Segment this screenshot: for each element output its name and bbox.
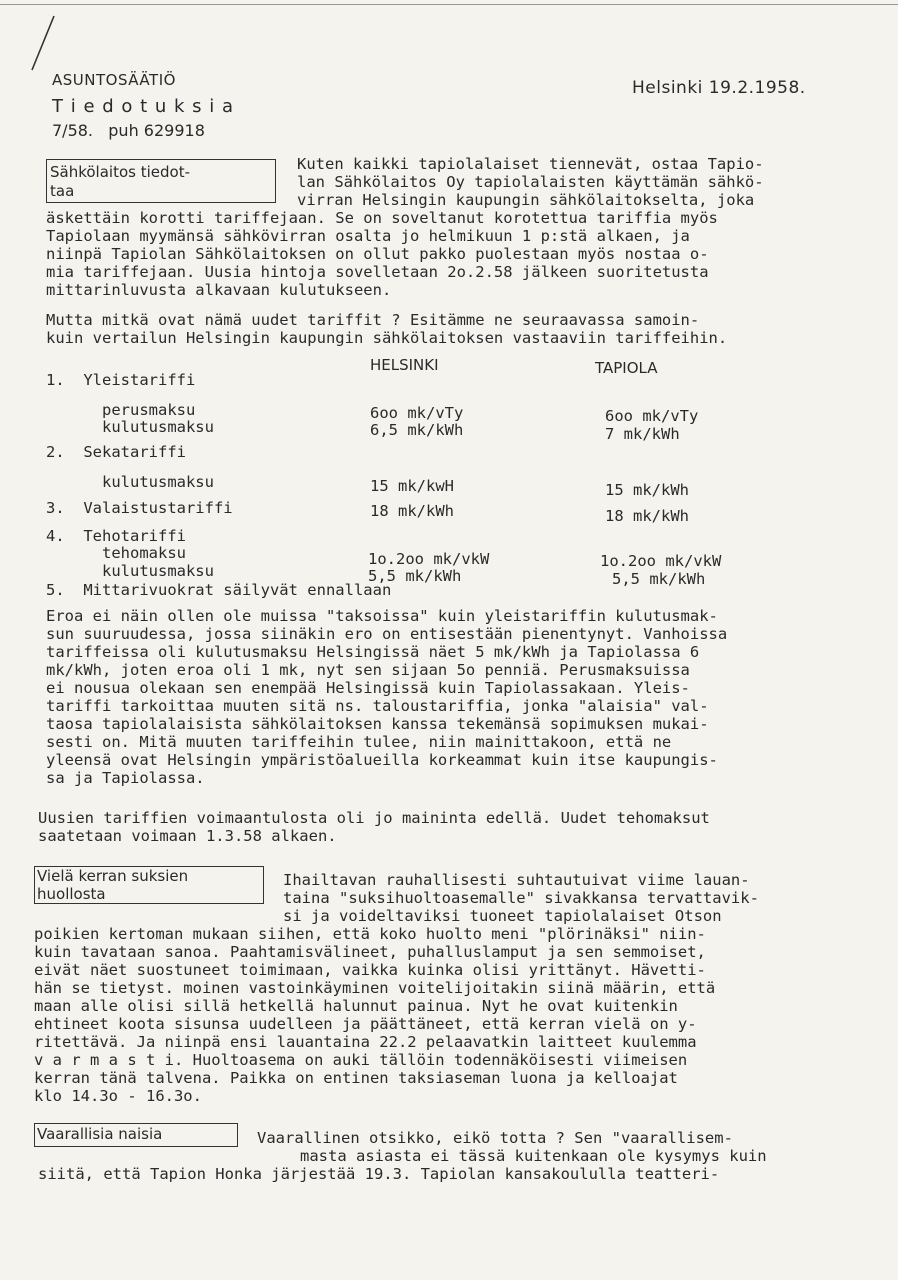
paragraph-line: Mutta mitkä ovat nämä uudet tariffit ? Esitämme ne seuraavassa samoin- xyxy=(46,311,700,329)
section-heading-dangerous: Vaarallisia naisia xyxy=(37,1125,163,1143)
issue-and-phone: 7/58. puh 629918 xyxy=(52,121,205,140)
paragraph-line: Kuten kaikki tapiolalaiset tiennevät, ostaa Tapio- xyxy=(297,155,764,173)
paragraph-line: virran Helsingin kaupungin sähkölaitokselta, joka xyxy=(297,191,755,209)
paragraph-line: taina "suksihuoltoasemalle" sivakkansa tervattavik- xyxy=(283,889,759,907)
tariff-value-helsinki: 18 mk/kWh xyxy=(370,502,454,520)
paragraph-line: mia tariffejaan. Uusia hintoja sovelletaan 2o.2.58 jälkeen suoritetusta xyxy=(46,263,709,281)
paragraph-line: sa ja Tapiolassa. xyxy=(46,769,205,787)
paragraph-line: eivät näet suostuneet toimimaan, vaikka kuinka olisi yrittänyt. Hävetti- xyxy=(34,961,706,979)
paragraph-line: poikien kertoman mukaan siihen, että koko huolto meni "plörinäksi" niin- xyxy=(34,925,706,943)
page-edge-line xyxy=(0,4,898,5)
paragraph-line: mittarinluvusta alkavaan kulutukseen. xyxy=(46,281,392,299)
tariff-value-tapiola: 18 mk/kWh xyxy=(605,507,689,525)
paragraph-line: kuin vertailun Helsingin kaupungin sähkölaitoksen vastaaviin tariffeihin. xyxy=(46,329,728,347)
tariff-value-tapiola: 15 mk/kWh xyxy=(605,481,689,499)
paragraph-line: maan alle olisi sillä hetkellä halunnut painua. Nyt he ovat kuitenkin xyxy=(34,997,678,1015)
tariff-value-helsinki: 15 mk/kwH xyxy=(370,477,454,495)
column-header-tapiola: TAPIOLA xyxy=(595,359,658,377)
paragraph-line: niinpä Tapiolan Sähkölaitoksen on ollut pakko puolestaan myös nostaa o- xyxy=(46,245,709,263)
section-heading-ski: Vielä kerran suksien xyxy=(37,867,189,885)
paragraph-line: si ja voideltaviksi tuoneet tapiolalaiset Otson xyxy=(283,907,722,925)
paragraph-line: sun suuruudessa, jossa siinäkin ero on entisestään pienentynyt. Vanhoissa xyxy=(46,625,728,643)
org-name: ASUNTOSÄÄTIÖ xyxy=(52,71,176,89)
tariff-value-tapiola: 7 mk/kWh xyxy=(605,425,680,443)
paragraph-line: klo 14.3o - 16.3o. xyxy=(34,1087,202,1105)
paragraph-line: lan Sähkölaitos Oy tapiolalaisten käyttämän sähkö- xyxy=(297,173,764,191)
tariff-row-label: 3. Valaistustariffi xyxy=(46,499,233,517)
paragraph-line: hän se tietyst. moinen vastoinkäyminen voitelijoitakin siinä määrin, että xyxy=(34,979,716,997)
tariff-row-label: 1. Yleistariffi xyxy=(46,371,196,389)
paragraph-line: v a r m a s t i. Huoltoasema on auki tällöin todennäköisesti viimeisen xyxy=(34,1051,688,1069)
section-heading-electricity-cont: taa xyxy=(50,182,75,200)
paragraph-line: Eroa ei näin ollen ole muissa "taksoissa" kuin yleistariffin kulutusmak- xyxy=(46,607,718,625)
paragraph-line: yleensä ovat Helsingin ympäristöalueilla korkeammat kuin itse kaupungis- xyxy=(46,751,718,769)
tariff-row-label: kulutusmaksu xyxy=(46,562,214,580)
tariff-value-tapiola: 1o.2oo mk/vkW xyxy=(600,552,722,570)
paragraph-line: Uusien tariffien voimaantulosta oli jo maininta edellä. Uudet tehomaksut xyxy=(38,809,710,827)
paragraph-line: ehtineet koota sisunsa uudelleen ja päättäneet, että kerran vielä on y- xyxy=(34,1015,697,1033)
tariff-value-helsinki: 6oo mk/vTy xyxy=(370,404,464,422)
document-date: Helsinki 19.2.1958. xyxy=(632,78,806,98)
document-title: T i e d o t u k s i a xyxy=(52,96,235,117)
tariff-row-5: 5. Mittarivuokrat säilyvät ennallaan xyxy=(46,581,392,599)
paragraph-line: Tapiolaan myymänsä sähkövirran osalta jo helmikuun 1 p:stä alkaen, ja xyxy=(46,227,690,245)
paragraph-line: tariffi tarkoittaa muuten sitä ns. taloustariffia, jonka "alaisia" val- xyxy=(46,697,709,715)
tariff-row-label: 2. Sekatariffi xyxy=(46,443,186,461)
handwritten-slash-mark xyxy=(28,14,58,72)
paragraph-line: ritettävä. Ja niinpä ensi lauantaina 22.2 pelaavatkin laitteet kuulemma xyxy=(34,1033,697,1051)
tariff-row-label: 4. Tehotariffi xyxy=(46,527,186,545)
paragraph-line: Vaarallinen otsikko, eikö totta ? Sen "vaarallisem- xyxy=(257,1129,733,1147)
paragraph-line: taosa tapiolalaisista sähkölaitoksen kanssa tekemänsä sopimuksen mukai- xyxy=(46,715,709,733)
paragraph-line: mk/kWh, joten eroa oli 1 mk, nyt sen sijaan 5o penniä. Perusmaksuissa xyxy=(46,661,690,679)
section-heading-ski-cont: huollosta xyxy=(37,885,106,903)
tariff-value-tapiola: 6oo mk/vTy xyxy=(605,407,699,425)
paragraph-line: sesti on. Mitä muuten tariffeihin tulee, niin mainittakoon, että ne xyxy=(46,733,672,751)
paragraph-line: kuin tavataan sanoa. Paahtamisvälineet, puhalluslamput ja sen semmoiset, xyxy=(34,943,706,961)
paragraph-line: Ihailtavan rauhallisesti suhtautuivat viime lauan- xyxy=(283,871,750,889)
tariff-value-helsinki: 5,5 mk/kWh xyxy=(368,567,462,585)
section-heading-electricity: Sähkölaitos tiedot- xyxy=(50,163,190,181)
paragraph-line: masta asiasta ei tässä kuitenkaan ole kysymys kuin xyxy=(300,1147,767,1165)
paragraph-line: äskettäin korotti tariffejaan. Se on soveltanut korotettua tariffia myös xyxy=(46,209,718,227)
paragraph-line: saatetaan voimaan 1.3.58 alkaen. xyxy=(38,827,337,845)
tariff-value-tapiola: 5,5 mk/kWh xyxy=(612,570,706,588)
tariff-row-label: tehomaksu xyxy=(46,544,186,562)
paragraph-line: siitä, että Tapion Honka järjestää 19.3. Tapiolan kansakoululla teatteri- xyxy=(38,1165,720,1183)
paragraph-line: ei nousua olekaan sen enempää Helsingissä kuin Tapiolassakaan. Yleis- xyxy=(46,679,690,697)
tariff-value-helsinki: 1o.2oo mk/vkW xyxy=(368,550,490,568)
paragraph-line: tariffeissa oli kulutusmaksu Helsingissä näet 5 mk/kWh ja Tapiolassa 6 xyxy=(46,643,700,661)
column-header-helsinki: HELSINKI xyxy=(370,356,439,374)
paragraph-line: kerran tänä talvena. Paikka on entinen taksiaseman luona ja kelloajat xyxy=(34,1069,678,1087)
tariff-value-helsinki: 6,5 mk/kWh xyxy=(370,421,464,439)
tariff-row-label: kulutusmaksu xyxy=(46,418,214,436)
tariff-row-label: kulutusmaksu xyxy=(46,473,214,491)
tariff-row-label: perusmaksu xyxy=(46,401,196,419)
